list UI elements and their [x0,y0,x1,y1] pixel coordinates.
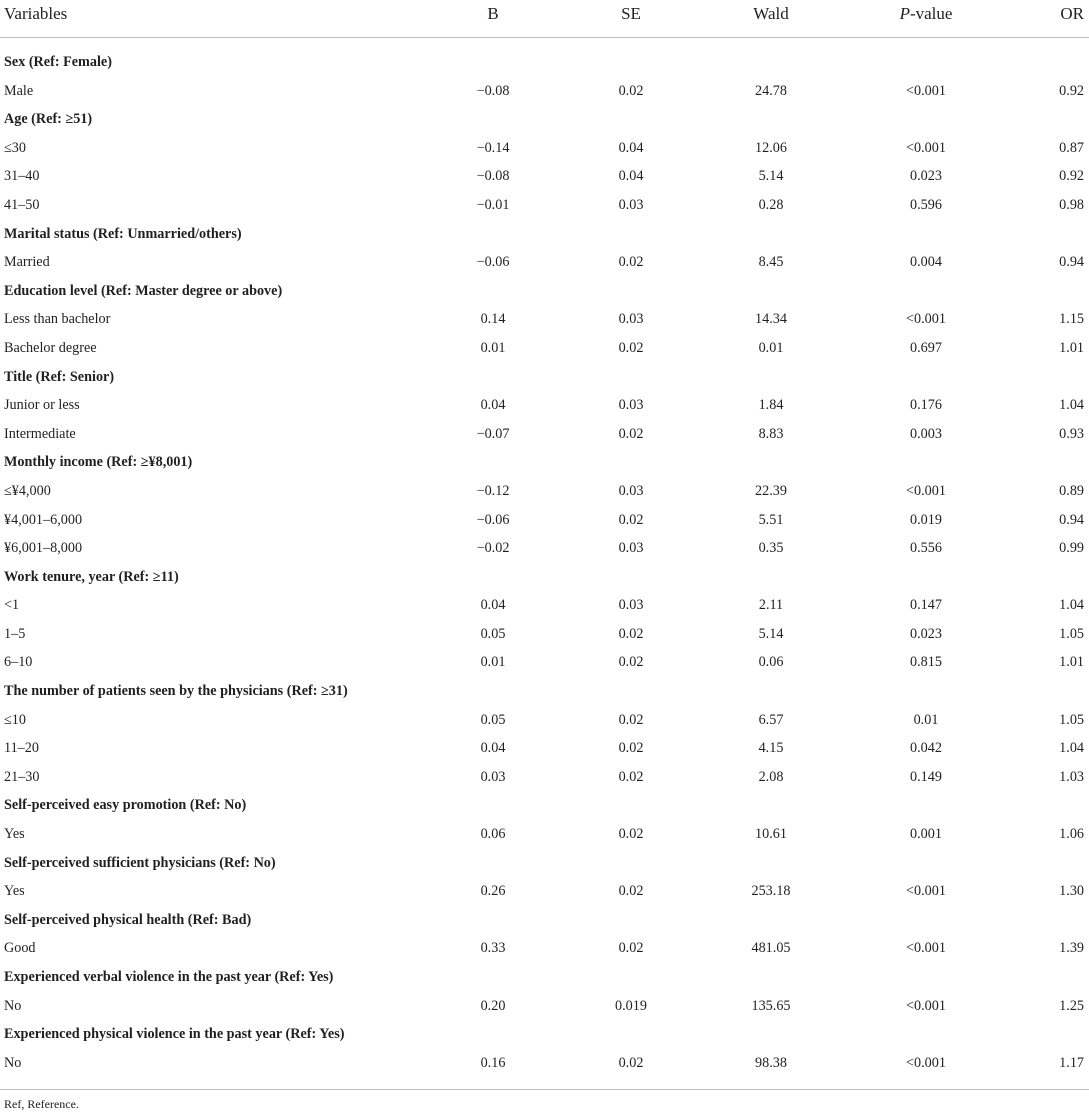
cell-or: 1.30 [1059,883,1084,900]
row-label: 6–10 [4,654,33,671]
cell-wald: 2.11 [758,597,784,614]
row-label: Yes [4,883,25,900]
cell-wald: 5.51 [758,511,784,528]
cell-b: −0.06 [476,254,510,271]
row-label: No [4,997,22,1014]
row-label: Junior or less [4,397,80,414]
cell-wald: 1.84 [758,397,784,414]
table-row [0,134,1089,163]
header-p-rest: -value [909,4,953,23]
cell-or: 0.92 [1059,168,1084,185]
group-row [0,791,1089,820]
cell-p-value: 0.003 [910,425,942,442]
cell-b: 0.20 [480,997,506,1014]
cell-or: 1.03 [1059,768,1084,785]
cell-wald: 135.65 [751,997,791,1014]
table-row [0,734,1089,763]
cell-or: 0.94 [1059,511,1084,528]
cell-b: 0.26 [480,883,506,900]
row-label: Married [4,254,50,271]
cell-b: 0.06 [480,826,506,843]
cell-p-value: <0.001 [906,997,946,1014]
row-label: Yes [4,826,25,843]
cell-or: 1.06 [1059,826,1084,843]
table-row [0,420,1089,449]
row-label: Bachelor degree [4,339,97,356]
row-label: <1 [4,597,20,614]
cell-or: 0.87 [1059,139,1084,156]
cell-b: 0.14 [480,311,506,328]
header-or: OR [1060,4,1084,23]
group-row [0,677,1089,706]
cell-or: 0.93 [1059,425,1084,442]
cell-se: 0.02 [618,425,644,442]
row-label: ¥6,001–8,000 [4,540,83,557]
cell-or: 1.01 [1059,654,1084,671]
cell-b: 0.16 [480,1054,506,1071]
group-row [0,448,1089,477]
cell-p-value: <0.001 [906,139,946,156]
cell-p-value: <0.001 [906,940,946,957]
group-label: Sex (Ref: Female) [4,54,112,70]
cell-p-value: 0.019 [910,511,942,528]
row-label: ≤¥4,000 [4,482,51,499]
cell-se: 0.03 [618,196,644,213]
cell-b: 0.05 [480,711,506,728]
table-row [0,248,1089,277]
group-row [0,563,1089,592]
cell-wald: 6.57 [758,711,784,728]
group-label: Self-perceived sufficient physicians (Ref: No) [4,854,276,871]
row-label: ¥4,001–6,000 [4,511,83,528]
cell-wald: 8.45 [758,254,784,271]
cell-p-value: 0.556 [910,540,942,557]
cell-b: −0.07 [476,425,510,442]
cell-se: 0.02 [618,339,644,356]
group-row [0,906,1089,935]
cell-p-value: 0.023 [910,625,942,642]
cell-se: 0.03 [618,311,644,328]
cell-p-value: 0.001 [910,826,942,843]
group-row [0,963,1089,992]
cell-or: 1.04 [1059,597,1084,614]
table-row [0,506,1089,535]
cell-or: 0.94 [1059,254,1084,271]
cell-se: 0.04 [618,168,644,185]
row-label: ≤10 [4,711,26,728]
group-row [0,220,1089,249]
bottom-rule [0,1089,1089,1090]
header-p-value [900,0,953,28]
table-row [0,763,1089,792]
cell-b: −0.01 [476,196,510,213]
cell-wald: 5.14 [758,625,784,642]
cell-se: 0.02 [618,740,644,757]
group-label: The number of patients seen by the physicians (Ref: ≥31) [4,683,348,700]
table-row [0,877,1089,906]
cell-wald: 10.61 [755,826,787,843]
group-row [0,363,1089,392]
cell-b: 0.04 [480,397,506,414]
cell-wald: 8.83 [758,425,784,442]
header-se: SE [621,4,641,23]
cell-p-value: <0.001 [906,883,946,900]
cell-wald: 5.14 [758,168,784,185]
row-label: 11–20 [4,740,39,757]
cell-wald: 22.39 [755,482,787,499]
group-label: Self-perceived easy promotion (Ref: No) [4,797,247,814]
cell-wald: 253.18 [751,883,791,900]
cell-b: 0.05 [480,625,506,642]
cell-se: 0.02 [618,711,644,728]
cell-or: 1.04 [1059,397,1084,414]
cell-p-value: 0.697 [910,339,942,356]
cell-or: 1.01 [1059,339,1084,356]
group-label: Self-perceived physical health (Ref: Bad) [4,911,252,928]
cell-b: −0.12 [476,482,510,499]
cell-p-value: <0.001 [906,1054,946,1071]
cell-wald: 24.78 [755,82,787,99]
table-row [0,620,1089,649]
header-p-italic: P [899,4,910,23]
row-label: ≤30 [4,139,26,156]
cell-se: 0.02 [618,625,644,642]
cell-se: 0.02 [618,768,644,785]
table-row [0,391,1089,420]
group-label: Education level (Ref: Master degree or above) [4,282,283,299]
cell-p-value: 0.023 [910,168,942,185]
group-row [0,1020,1089,1049]
cell-wald: 0.01 [758,339,784,356]
cell-se: 0.03 [618,540,644,557]
row-label: No [4,1054,22,1071]
cell-or: 0.89 [1059,482,1084,499]
cell-b: 0.01 [480,654,506,671]
table-row [0,591,1089,620]
cell-se: 0.03 [618,482,644,499]
row-label: Male [4,82,34,99]
cell-b: 0.04 [480,597,506,614]
row-label: 41–50 [4,196,40,213]
table-row [0,934,1089,963]
cell-wald: 4.15 [758,740,784,757]
table-row [0,1049,1089,1078]
cell-p-value: <0.001 [906,311,946,328]
cell-or: 1.04 [1059,740,1084,757]
cell-wald: 0.28 [758,196,784,213]
cell-p-value: 0.176 [910,397,942,414]
cell-b: −0.08 [476,168,510,185]
cell-b: 0.01 [480,339,506,356]
row-label: Good [4,940,36,957]
cell-p-value: <0.001 [906,482,946,499]
cell-b: 0.04 [480,740,506,757]
cell-or: 1.39 [1059,940,1084,957]
cell-b: −0.06 [476,511,510,528]
group-label: Work tenure, year (Ref: ≥11) [4,568,179,585]
group-row [0,277,1089,306]
table-row [0,706,1089,735]
cell-se: 0.02 [618,511,644,528]
table-row [0,534,1089,563]
cell-b: −0.14 [476,139,510,156]
group-label: Title (Ref: Senior) [4,368,115,385]
cell-wald: 2.08 [758,768,784,785]
cell-p-value: 0.815 [910,654,942,671]
cell-wald: 481.05 [751,940,791,957]
cell-or: 1.15 [1059,311,1084,328]
cell-p-value: 0.596 [910,196,942,213]
cell-wald: 0.06 [758,654,784,671]
cell-wald: 12.06 [755,139,787,156]
cell-wald: 98.38 [755,1054,787,1071]
row-label: 31–40 [4,168,40,185]
cell-or: 0.92 [1059,82,1084,99]
group-label: Monthly income (Ref: ≥¥8,001) [4,454,193,471]
cell-p-value: 0.042 [910,740,942,757]
cell-se: 0.02 [618,254,644,271]
table-row [0,334,1089,363]
table-row [0,820,1089,849]
cell-b: 0.33 [480,940,506,957]
cell-p-value: 0.004 [910,254,942,271]
row-label: 1–5 [4,625,26,642]
cell-p-value: 0.149 [910,768,942,785]
cell-wald: 14.34 [755,311,787,328]
cell-se: 0.02 [618,1054,644,1071]
cell-se: 0.04 [618,139,644,156]
cell-se: 0.03 [618,597,644,614]
table-row [0,648,1089,677]
table-row [0,305,1089,334]
cell-or: 1.25 [1059,997,1084,1014]
cell-b: 0.03 [480,768,506,785]
cell-se: 0.02 [618,883,644,900]
top-rule [0,37,1089,38]
cell-se: 0.02 [618,940,644,957]
table-row [0,77,1089,106]
header-variables: Variables [4,4,68,23]
group-label: Experienced verbal violence in the past year (Ref: Yes) [4,969,334,985]
cell-or: 1.17 [1059,1054,1084,1071]
cell-se: 0.02 [618,654,644,671]
table-row [0,162,1089,191]
table-footnote: Ref, Reference. [4,1097,79,1111]
group-row [0,849,1089,878]
header-wald: Wald [753,4,789,23]
group-row [0,48,1089,77]
cell-wald: 0.35 [758,540,784,557]
group-label: Age (Ref: ≥51) [4,111,93,128]
group-row [0,105,1089,134]
cell-se: 0.02 [618,82,644,99]
cell-or: 1.05 [1059,625,1084,642]
cell-b: −0.08 [476,82,510,99]
cell-p-value: <0.001 [906,82,946,99]
row-label: 21–30 [4,768,40,785]
cell-or: 0.99 [1059,540,1084,557]
cell-b: −0.02 [476,540,510,557]
header-b: B [487,4,499,23]
cell-or: 0.98 [1059,196,1084,213]
cell-se: 0.019 [615,997,647,1014]
group-label: Experienced physical violence in the past year (Ref: Yes) [4,1026,345,1043]
row-label: Intermediate [4,425,76,442]
cell-or: 1.05 [1059,711,1084,728]
table-body [0,48,1089,1077]
cell-p-value: 0.01 [913,711,939,728]
cell-se: 0.03 [618,397,644,414]
table-row [0,477,1089,506]
table-row [0,992,1089,1021]
group-label: Marital status (Ref: Unmarried/others) [4,225,242,242]
row-label: Less than bachelor [4,311,111,328]
cell-se: 0.02 [618,826,644,843]
cell-p-value: 0.147 [910,597,942,614]
table-row [0,191,1089,220]
table-header [0,0,1089,38]
